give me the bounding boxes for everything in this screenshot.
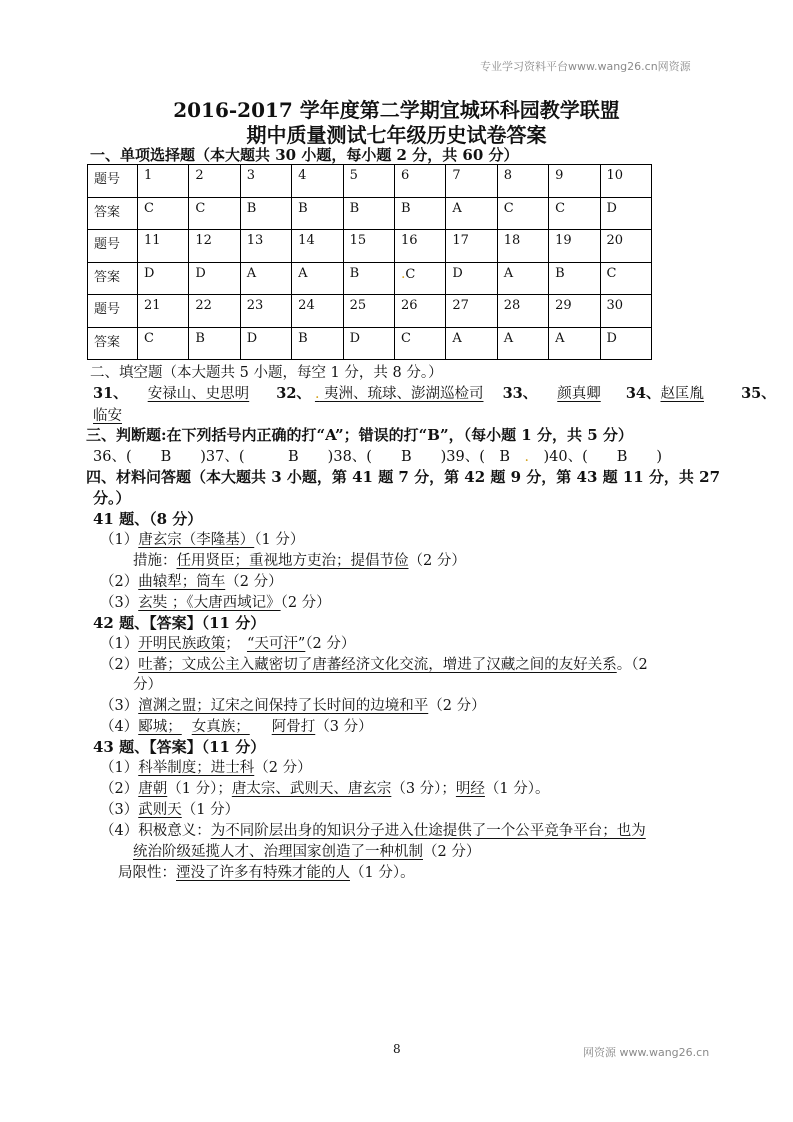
q43-title: 43 题、【答案】（11 分） — [93, 738, 266, 756]
q41-line3: （2）曲辕犁；筒车（2 分） — [100, 574, 283, 590]
answer-cell: A — [240, 262, 291, 295]
q42-line3: （3）澶渊之盟；辽宋之间保持了长时间的边境和平（2 分） — [100, 698, 486, 714]
question-number-cell: 17 — [446, 230, 497, 263]
answer-cell: D — [240, 327, 291, 360]
question-number-cell: 2 — [189, 165, 240, 198]
question-number-cell: 28 — [497, 295, 548, 328]
q31-label: 31、 — [93, 385, 128, 402]
section2-heading: 二、填空题（本大题共 5 小题，每空 1 分，共 8 分。） — [90, 365, 443, 381]
question-number-cell: 16 — [394, 230, 445, 263]
row-label: 题号 — [88, 165, 138, 198]
question-number-cell: 30 — [600, 295, 651, 328]
q43-line1: （1）科举制度；进士科（2 分） — [100, 760, 312, 776]
answer-cell: C — [600, 262, 651, 295]
answer-cell: A — [292, 262, 343, 295]
answer-cell: C — [549, 197, 600, 230]
question-number-cell: 11 — [138, 230, 189, 263]
judgement-line: 36、( B )37、( B )38、( B )39、( B . )40、( B ) — [93, 449, 663, 465]
question-number-cell: 4 — [292, 165, 343, 198]
q38-answer: 38、( B ) — [333, 449, 447, 465]
question-number-cell: 27 — [446, 295, 497, 328]
q41-title: 41 题、（8 分） — [93, 510, 203, 528]
q43-line4: （4）积极意义：为不同阶层出身的知识分子进入仕途提供了一个公平竞争平台；也为 — [100, 823, 646, 839]
q43-line4-cont: 统治阶级延揽人才、治理国家创造了一种机制（2 分） — [133, 844, 481, 860]
question-number-cell: 29 — [549, 295, 600, 328]
answer-cell: D — [189, 262, 240, 295]
answer-cell: C — [189, 197, 240, 230]
answer-cell: D — [446, 262, 497, 295]
q33-label: 33、 — [502, 385, 538, 402]
q43-line5: 局限性：湮没了许多有特殊才能的人（1 分）。 — [118, 865, 415, 881]
question-number-cell: 26 — [394, 295, 445, 328]
question-number-cell: 19 — [549, 230, 600, 263]
row-label: 题号 — [88, 295, 138, 328]
answer-cell: C — [138, 327, 189, 360]
q42-line4: （4）郾城； 女真族； 阿骨打（3 分） — [100, 719, 373, 735]
question-number-cell: 20 — [600, 230, 651, 263]
question-number-cell: 9 — [549, 165, 600, 198]
answer-cell: D — [138, 262, 189, 295]
row-label: 题号 — [88, 230, 138, 263]
fill-in-line: 31、 安禄山、史思明 32、 . 夷洲、琉球、澎湖巡检司 33、 颜真卿 34、赵匡胤 35、 — [93, 385, 776, 402]
answer-cell: D — [343, 327, 394, 360]
answer-cell: B — [549, 262, 600, 295]
q41-line4: （3）玄奘 ；《大唐西域记》（2 分） — [100, 595, 331, 611]
question-number-cell: 6 — [394, 165, 445, 198]
q31-answer: 安禄山、史思明 — [147, 386, 250, 402]
q32-label: 32、 — [276, 385, 311, 402]
q37-answer: 37、( B ) — [205, 449, 334, 465]
table-row-answer — [88, 327, 652, 360]
question-number-cell: 12 — [189, 230, 240, 263]
question-number-cell: 5 — [343, 165, 394, 198]
page-subtitle: 期中质量测试七年级历史试卷答案 — [246, 123, 547, 147]
question-number-cell: 7 — [446, 165, 497, 198]
answer-cell: B — [343, 262, 394, 295]
answer-cell: .C — [394, 262, 445, 295]
table-row-question — [88, 165, 652, 198]
answer-cell: C — [394, 327, 445, 360]
question-number-cell: 18 — [497, 230, 548, 263]
q40-answer: 40、( B ) — [549, 449, 663, 465]
q35-answer-line — [93, 404, 162, 425]
q41-line2: 措施：任用贤臣；重视地方吏治；提倡节俭（2 分） — [133, 553, 466, 569]
answer-cell: B — [394, 197, 445, 230]
question-number-cell: 23 — [240, 295, 291, 328]
q35-label: 35、 — [741, 385, 776, 402]
answer-cell: A — [446, 197, 497, 230]
table-row-question — [88, 230, 652, 263]
question-number-cell: 8 — [497, 165, 548, 198]
q42-title: 42 题、【答案】（11 分） — [93, 614, 266, 632]
section4-heading-cont: 分。） — [93, 489, 131, 507]
page-title: 2016-2017 学年度第二学期宜城环科园教学联盟 — [173, 98, 620, 122]
row-label: 答案 — [88, 197, 138, 230]
question-number-cell: 21 — [138, 295, 189, 328]
q39-answer: 39、( B — [446, 449, 525, 465]
question-number-cell: 13 — [240, 230, 291, 263]
answer-table — [87, 164, 652, 360]
q42-line2: （2）吐蕃；文成公主入藏密切了唐蕃经济文化交流，增进了汉藏之间的友好关系。（2 — [100, 657, 648, 673]
q41-line1: （1）唐玄宗（李隆基）（1 分） — [100, 532, 305, 548]
q32-answer: 夷洲、琉球、澎湖巡检司 — [324, 386, 484, 402]
question-number-cell: 24 — [292, 295, 343, 328]
answer-cell: B — [240, 197, 291, 230]
answer-cell: D — [600, 197, 651, 230]
q34-answer: 赵匡胤 — [660, 386, 704, 402]
answer-cell: B — [292, 327, 343, 360]
section3-heading: 三、判断题:在下列括号内正确的打“A”；错误的打“B”，（每小题 1 分，共 5 分） — [86, 426, 633, 444]
q43-line2: （2）唐朝（1 分）；唐太宗、武则天、唐玄宗（3 分）；明经（1 分）。 — [100, 781, 550, 797]
question-number-cell: 3 — [240, 165, 291, 198]
question-number-cell: 10 — [600, 165, 651, 198]
answer-cell: B — [189, 327, 240, 360]
table-row-answer — [88, 197, 652, 230]
answer-cell: A — [497, 262, 548, 295]
row-label: 答案 — [88, 327, 138, 360]
answer-cell: C — [497, 197, 548, 230]
table-row-question — [88, 295, 652, 328]
q35-answer: 临安 — [93, 408, 122, 424]
q33-answer: 颜真卿 — [557, 386, 601, 402]
q43-line3: （3）武则天（1 分） — [100, 802, 240, 818]
question-number-cell: 15 — [343, 230, 394, 263]
answer-cell: B — [343, 197, 394, 230]
answer-cell: C — [138, 197, 189, 230]
q39-close: ) — [528, 449, 550, 465]
q42-line2-cont: 分） — [133, 677, 162, 693]
question-number-cell: 22 — [189, 295, 240, 328]
answer-cell: A — [549, 327, 600, 360]
question-number-cell: 1 — [138, 165, 189, 198]
footer-watermark: 网资源 www.wang26.cn — [583, 1046, 710, 1059]
answer-cell: A — [446, 327, 497, 360]
question-number-cell: 14 — [292, 230, 343, 263]
row-label: 答案 — [88, 262, 138, 295]
q36-answer: 36、( B ) — [93, 449, 206, 465]
answer-cell: D — [600, 327, 651, 360]
q42-line1: （1）开明民族政策； “天可汗”（2 分） — [100, 636, 356, 652]
section1-heading: 一、单项选择题（本大题共 30 小题，每小题 2 分，共 60 分） — [90, 146, 519, 164]
q34-label: 34、 — [625, 385, 661, 402]
answer-cell: A — [497, 327, 548, 360]
table-row-answer — [88, 262, 652, 295]
answer-cell: B — [292, 197, 343, 230]
header-watermark: 专业学习资料平台www.wang26.cn网资源 — [480, 60, 691, 73]
section4-heading: 四、材料问答题（本大题共 3 小题，第 41 题 7 分，第 42 题 9 分，第 43 题 11 分，共 27 — [86, 468, 721, 486]
page-number: 8 — [393, 1042, 401, 1056]
question-number-cell: 25 — [343, 295, 394, 328]
